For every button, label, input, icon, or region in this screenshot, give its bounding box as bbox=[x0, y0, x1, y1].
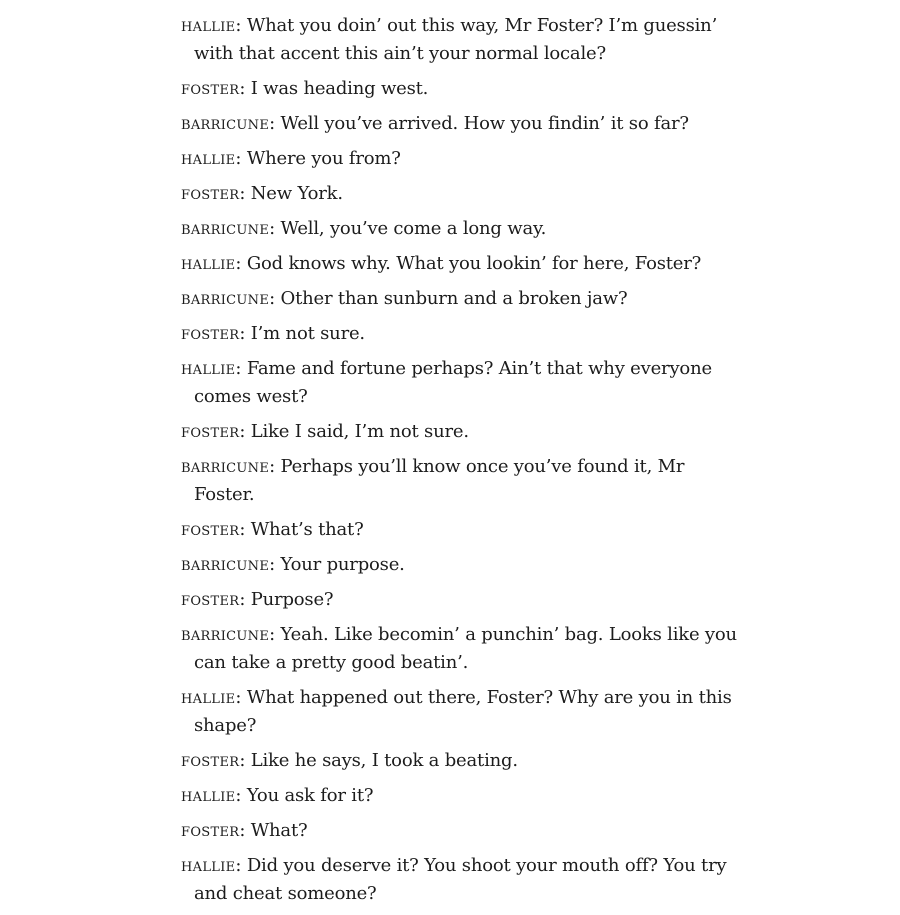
speaker-name: barricune bbox=[181, 218, 270, 239]
dialogue-line: foster: What? bbox=[181, 820, 308, 841]
dialogue-text: Yeah. Like becomin’ a punchin’ bag. Looks like you can take a pretty good beatin’. bbox=[194, 624, 737, 673]
dialogue-text: Did you deserve it? You shoot your mouth off? You try and cheat someone? bbox=[194, 855, 727, 904]
dialogue-line: barricune: Other than sunburn and a broken jaw? bbox=[181, 288, 628, 309]
speaker-name: foster bbox=[181, 589, 240, 610]
dialogue-text: What’s that? bbox=[250, 519, 364, 540]
dialogue-line: foster: What’s that? bbox=[181, 519, 364, 540]
speaker-name: hallie bbox=[181, 358, 236, 379]
speaker-name: barricune bbox=[181, 113, 270, 134]
speaker-name: barricune bbox=[181, 554, 270, 575]
dialogue-text: God knows why. What you lookin’ for here, Foster? bbox=[246, 253, 702, 274]
dialogue-text: Purpose? bbox=[250, 589, 334, 610]
dialogue-line: barricune: Well, you’ve come a long way. bbox=[181, 218, 547, 239]
speaker-name: hallie bbox=[181, 855, 236, 876]
dialogue-line: foster: Like he says, I took a beating. bbox=[181, 750, 518, 771]
dialogue-text: Fame and fortune perhaps? Ain’t that why everyone comes west? bbox=[194, 358, 712, 407]
dialogue-text: What happened out there, Foster? Why are you in this shape? bbox=[194, 687, 732, 736]
dialogue-script bbox=[181, 12, 741, 915]
dialogue-text: What? bbox=[250, 820, 308, 841]
speaker-name: hallie bbox=[181, 687, 236, 708]
dialogue-text: I was heading west. bbox=[250, 78, 429, 99]
dialogue-line: foster: New York. bbox=[181, 183, 343, 204]
speaker-name: hallie bbox=[181, 15, 236, 36]
dialogue-line: hallie: What you doin’ out this way, Mr Foster? I’m guessin’ with that accent this ain’t your normal locale? bbox=[181, 15, 718, 64]
speaker-name: foster bbox=[181, 183, 240, 204]
dialogue-text: Where you from? bbox=[246, 148, 401, 169]
dialogue-line: barricune: Well you’ve arrived. How you findin’ it so far? bbox=[181, 113, 689, 134]
dialogue-text: Your purpose. bbox=[280, 554, 405, 575]
speaker-name: barricune bbox=[181, 288, 270, 309]
speaker-name: foster bbox=[181, 421, 240, 442]
speaker-name: hallie bbox=[181, 253, 236, 274]
speaker-name: hallie bbox=[181, 785, 236, 806]
speaker-name: foster bbox=[181, 78, 240, 99]
dialogue-line: foster: I was heading west. bbox=[181, 78, 429, 99]
dialogue-line: barricune: Your purpose. bbox=[181, 554, 405, 575]
dialogue-line: hallie: What happened out there, Foster? Why are you in this shape? bbox=[181, 687, 732, 736]
dialogue-line: hallie: Fame and fortune perhaps? Ain’t that why everyone comes west? bbox=[181, 358, 712, 407]
dialogue-text: Like he says, I took a beating. bbox=[250, 750, 518, 771]
dialogue-text: New York. bbox=[250, 183, 343, 204]
dialogue-line: foster: Purpose? bbox=[181, 589, 334, 610]
speaker-name: foster bbox=[181, 750, 240, 771]
dialogue-line: foster: Like I said, I’m not sure. bbox=[181, 421, 469, 442]
dialogue-text: Other than sunburn and a broken jaw? bbox=[280, 288, 628, 309]
dialogue-text: Well you’ve arrived. How you findin’ it so far? bbox=[280, 113, 689, 134]
speaker-name: barricune bbox=[181, 456, 270, 477]
dialogue-line: hallie: You ask for it? bbox=[181, 785, 374, 806]
dialogue-line: hallie: God knows why. What you lookin’ for here, Foster? bbox=[181, 253, 702, 274]
dialogue-line: hallie: Where you from? bbox=[181, 148, 401, 169]
speaker-name: barricune bbox=[181, 624, 270, 645]
speaker-name: foster bbox=[181, 820, 240, 841]
speaker-name: foster bbox=[181, 519, 240, 540]
dialogue-line: barricune: Yeah. Like becomin’ a punchin’ bag. Looks like you can take a pretty good beatin’. bbox=[181, 624, 737, 673]
dialogue-text: Like I said, I’m not sure. bbox=[250, 421, 469, 442]
speaker-name: foster bbox=[181, 323, 240, 344]
dialogue-line: foster: I’m not sure. bbox=[181, 323, 365, 344]
dialogue-text: Perhaps you’ll know once you’ve found it, Mr Foster. bbox=[194, 456, 685, 505]
dialogue-line: hallie: Did you deserve it? You shoot your mouth off? You try and cheat someone? bbox=[181, 855, 727, 904]
dialogue-text: I’m not sure. bbox=[250, 323, 365, 344]
dialogue-text: What you doin’ out this way, Mr Foster? I’m guessin’ with that accent this ain’t your normal locale? bbox=[194, 15, 718, 64]
dialogue-text: You ask for it? bbox=[246, 785, 374, 806]
dialogue-text: Well, you’ve come a long way. bbox=[280, 218, 547, 239]
speaker-name: hallie bbox=[181, 148, 236, 169]
dialogue-line: barricune: Perhaps you’ll know once you’ve found it, Mr Foster. bbox=[181, 456, 685, 505]
